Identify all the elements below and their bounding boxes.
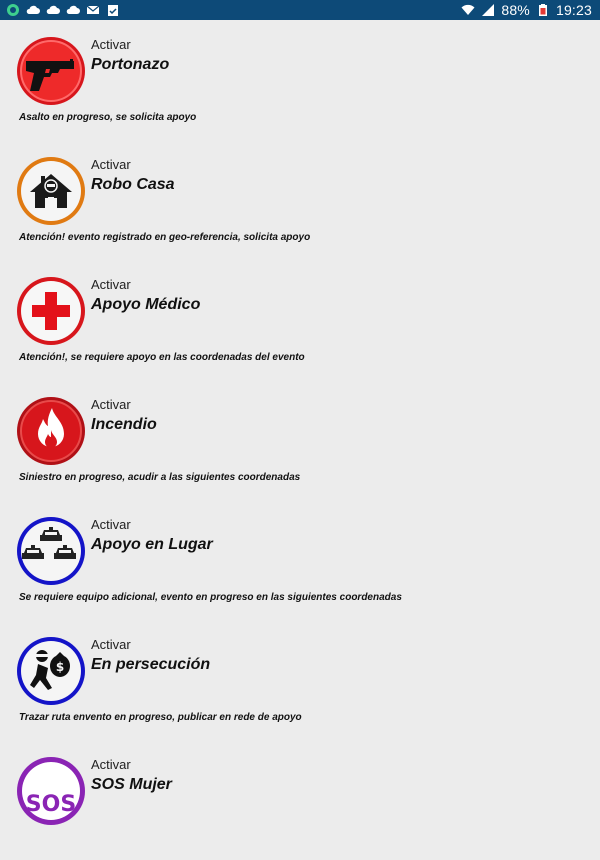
alert-item-sos-mujer[interactable] [0, 740, 600, 860]
battery-percent: 88% [501, 2, 530, 18]
activate-label: Activar [91, 397, 131, 412]
battery-icon [536, 3, 550, 17]
alert-title: Portonazo [91, 56, 170, 73]
alert-item-en-persecucion[interactable] [0, 620, 600, 740]
mail-icon [86, 3, 100, 17]
alert-description: Atención!, se requiere apoyo en las coordenadas del evento [19, 352, 305, 363]
activate-label: Activar [91, 37, 131, 52]
alert-title: Incendio [91, 416, 157, 433]
sos-icon [16, 756, 86, 826]
alert-title: SOS Mujer [91, 776, 172, 793]
activate-label: Activar [91, 157, 131, 172]
alert-item-robo-casa[interactable] [0, 140, 600, 260]
alert-title: Robo Casa [91, 176, 175, 193]
activate-label: Activar [91, 517, 131, 532]
system-icons [461, 2, 592, 18]
activate-label: Activar [91, 277, 131, 292]
alert-title: Apoyo en Lugar [91, 536, 213, 553]
alert-description: Trazar ruta envento en progreso, publicar en rede de apoyo [19, 712, 302, 723]
gun-icon [16, 36, 86, 106]
running-thief-icon [16, 636, 86, 706]
status-bar [0, 0, 600, 20]
cloud-icon [26, 3, 40, 17]
signal-icon [481, 3, 495, 17]
police-cars-icon [16, 516, 86, 586]
fire-icon [16, 396, 86, 466]
clipboard-icon [106, 3, 120, 17]
wifi-icon [461, 3, 475, 17]
app-icon [6, 3, 20, 17]
cloud-icon [46, 3, 60, 17]
alert-description: Siniestro en progreso, acudir a las siguientes coordenadas [19, 472, 301, 483]
medical-cross-icon [16, 276, 86, 346]
clock: 19:23 [555, 2, 592, 18]
alert-description: Se requiere equipo adicional, evento en progreso en las siguientes coordenadas [19, 592, 402, 603]
alert-description: Asalto en progreso, se solicita apoyo [19, 112, 197, 123]
activate-label: Activar [91, 637, 131, 652]
alert-title: En persecución [91, 656, 211, 673]
cloud-icon [66, 3, 80, 17]
house-thief-icon [16, 156, 86, 226]
notification-icons [6, 3, 120, 17]
alert-item-incendio[interactable] [0, 380, 600, 500]
activate-label: Activar [91, 757, 131, 772]
svg-text:$: $ [55, 660, 65, 674]
sos-icon-text: SOS [25, 792, 77, 817]
alert-description: Atención! evento registrado en geo-referencia, solicita apoyo [19, 232, 311, 243]
alert-title: Apoyo Médico [91, 296, 201, 313]
alert-item-apoyo-en-lugar[interactable] [0, 500, 600, 620]
alert-item-portonazo[interactable] [0, 20, 600, 140]
alert-item-apoyo-medico[interactable] [0, 260, 600, 380]
